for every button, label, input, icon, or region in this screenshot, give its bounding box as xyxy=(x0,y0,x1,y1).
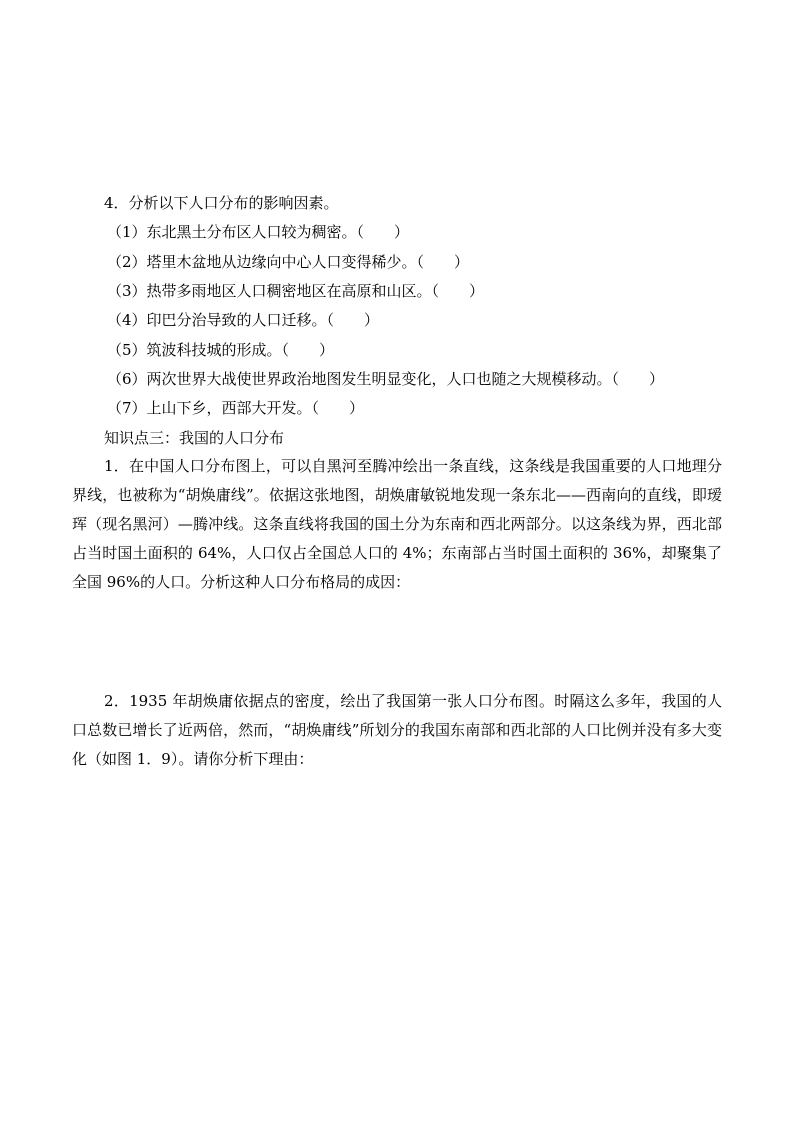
knowledge-3-question-2: 2．1935 年胡焕庸依据点的密度，绘出了我国第一张人口分布图。时隔这么多年，我国的人口总数已增长了近两倍，然而，“胡焕庸线”所划分的我国东南部和西北部的人口比例并没有多大变化（如图 1．9）。请你分析下理由： xyxy=(72,692,722,768)
knowledge-3-question-1: 1．在中国人口分布图上，可以自黑河至腾冲绘出一条直线，这条线是我国重要的人口地理分界线，也被称为“胡焕庸线”。依据这张地图，胡焕庸敏锐地发现一条东北——西南向的直线，即瑷珲（现名黑河）—腾冲线。这条直线将我国的国土分为东南和西北两部分。以这条线为界，西北部占当时国土面积的 64%，人口仅占全国总人口的 4%；东南部占当时国土面积的 36%，却聚集了全国 96%的人口。分析这种人口分布格局的成因： xyxy=(72,457,722,591)
question-4-item-7: （7）上山下乡，西部大开发。（ ） xyxy=(107,399,365,417)
question-4-item-5: （5）筑波科技城的形成。（ ） xyxy=(107,341,335,359)
question-4-item-1: （1）东北黑土分布区人口较为稠密。（ ） xyxy=(107,223,410,241)
question-4-item-4: （4）印巴分治导致的人口迁移。（ ） xyxy=(107,311,380,329)
question-4-title: 4．分析以下人口分布的影响因素。 xyxy=(104,194,339,212)
knowledge-point-3-heading: 知识点三：我国的人口分布 xyxy=(104,429,285,447)
question-4-item-2: （2）塔里木盆地从边缘向中心人口变得稀少。（ ） xyxy=(107,253,470,271)
question-4-item-3: （3）热带多雨地区人口稠密地区在高原和山区。（ ） xyxy=(107,282,485,300)
question-4-item-6: （6）两次世界大战使世界政治地图发生明显变化，人口也随之大规模移动。（ ） xyxy=(107,370,665,388)
